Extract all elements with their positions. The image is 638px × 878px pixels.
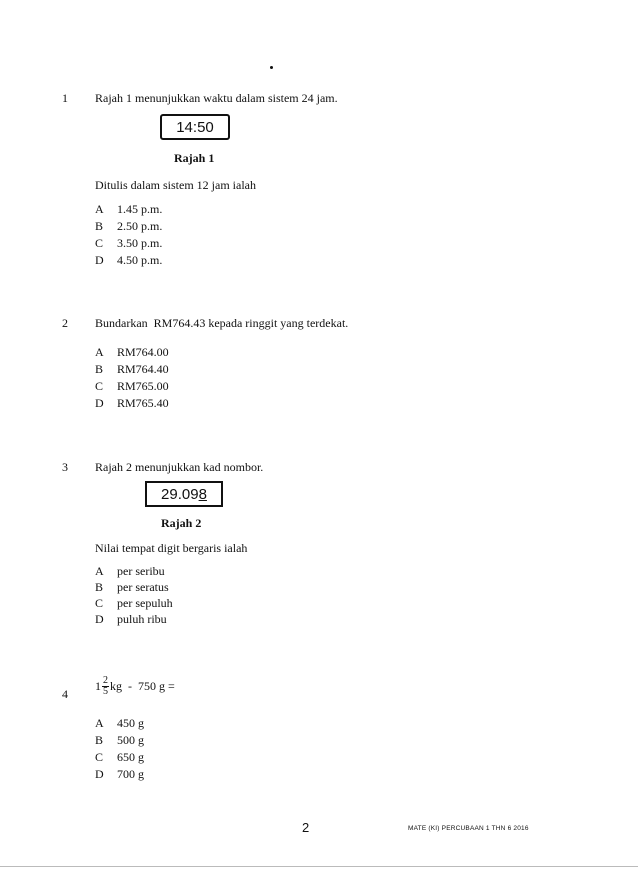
option-letter: A — [95, 716, 104, 730]
option-text: 3.50 p.m. — [117, 236, 163, 250]
question-1-text: Rajah 1 menunjukkan waktu dalam sistem 24 jam. — [95, 91, 338, 105]
option-letter: D — [95, 396, 104, 410]
option-letter: B — [95, 219, 104, 233]
option-text: 450 g — [117, 716, 144, 730]
option-letter: A — [95, 202, 104, 216]
question-3-prompt: Nilai tempat digit bergaris ialah — [95, 541, 248, 555]
time-value: 14:50 — [176, 118, 214, 136]
option-text: puluh ribu — [117, 612, 167, 626]
question-3-number-card — [145, 481, 223, 507]
question-2-option-c[interactable] — [95, 379, 169, 394]
option-text: 650 g — [117, 750, 144, 764]
option-letter: C — [95, 750, 104, 764]
question-3-caption: Rajah 2 — [161, 516, 202, 530]
question-1-caption: Rajah 1 — [174, 151, 215, 165]
option-letter: C — [95, 236, 104, 250]
option-letter: A — [95, 564, 104, 578]
option-text: per seribu — [117, 564, 165, 578]
option-text: RM765.40 — [117, 396, 169, 410]
number-card-digits: 29.09 — [161, 485, 199, 503]
question-3-option-b[interactable] — [95, 580, 169, 595]
option-letter: C — [95, 379, 104, 393]
option-letter: A — [95, 345, 104, 359]
question-4-number: 4 — [62, 687, 68, 701]
option-text: RM765.00 — [117, 379, 169, 393]
question-1-time-box — [160, 114, 230, 140]
option-letter: B — [95, 580, 104, 594]
option-text: 2.50 p.m. — [117, 219, 163, 233]
question-4-option-c[interactable] — [95, 750, 144, 765]
question-2-number: 2 — [62, 316, 68, 330]
option-text: 4.50 p.m. — [117, 253, 163, 267]
option-letter: B — [95, 733, 104, 747]
question-1-option-d[interactable] — [95, 253, 162, 268]
question-4-option-b[interactable] — [95, 733, 144, 748]
question-3-number: 3 — [62, 460, 68, 474]
fraction — [102, 676, 109, 697]
option-letter: B — [95, 362, 104, 376]
option-text: per seratus — [117, 580, 169, 594]
option-letter: D — [95, 767, 104, 781]
question-3-option-a[interactable] — [95, 564, 165, 579]
question-1-option-a[interactable] — [95, 202, 162, 217]
question-1-option-b[interactable] — [95, 219, 162, 234]
expression-rest: kg - 750 g = — [110, 679, 175, 693]
question-4-option-a[interactable] — [95, 716, 144, 731]
bottom-divider — [0, 866, 638, 867]
fraction-denominator: 5 — [103, 686, 108, 697]
question-1-prompt: Ditulis dalam sistem 12 jam ialah — [95, 178, 256, 192]
option-text: 700 g — [117, 767, 144, 781]
question-4-expression — [95, 676, 175, 697]
option-text: 500 g — [117, 733, 144, 747]
speck-mark — [270, 66, 273, 69]
paper-code: MATE (KI) PERCUBAAN 1 THN 6 2016 — [408, 825, 529, 832]
question-3-option-c[interactable] — [95, 596, 173, 611]
question-1-option-c[interactable] — [95, 236, 162, 251]
question-1-number: 1 — [62, 91, 68, 105]
fraction-numerator: 2 — [103, 675, 108, 686]
question-2-option-a[interactable] — [95, 345, 169, 360]
option-text: RM764.00 — [117, 345, 169, 359]
option-text: 1.45 p.m. — [117, 202, 163, 216]
page-number: 2 — [302, 820, 310, 835]
question-2-option-d[interactable] — [95, 396, 169, 411]
option-text: per sepuluh — [117, 596, 173, 610]
option-letter: C — [95, 596, 104, 610]
option-letter: D — [95, 612, 104, 626]
mixed-number-whole: 1 — [95, 679, 101, 693]
question-2-text: Bundarkan RM764.43 kepada ringgit yang terdekat. — [95, 316, 349, 330]
question-3-text: Rajah 2 menunjukkan kad nombor. — [95, 460, 264, 474]
option-text: RM764.40 — [117, 362, 169, 376]
number-card-value — [161, 486, 207, 503]
question-3-option-d[interactable] — [95, 612, 167, 627]
question-4-option-d[interactable] — [95, 767, 144, 782]
question-2-option-b[interactable] — [95, 362, 169, 377]
underlined-digit: 8 — [198, 485, 207, 503]
option-letter: D — [95, 253, 104, 267]
